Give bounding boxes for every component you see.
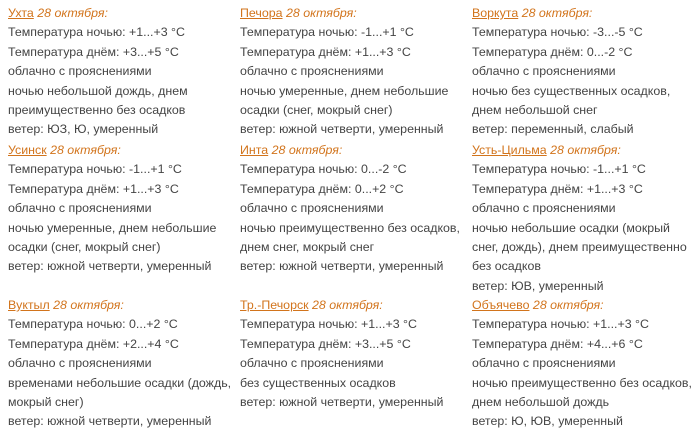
wind: ветер: южной четверти, умеренный (8, 259, 212, 274)
precipitation: ночью небольшой дождь, днем преимущественно без осадков (8, 83, 188, 118)
precipitation: временами небольшие осадки (дождь, мокрый снег) (8, 375, 232, 410)
wind: ветер: южной четверти, умеренный (240, 122, 444, 137)
day-temperature: Температура днём: 0...+2 °С (240, 181, 404, 196)
card-header (472, 4, 698, 23)
precipitation: ночью преимущественно без осадков, днем снег, мокрый снег (240, 220, 460, 255)
wind: ветер: переменный, слабый (472, 122, 634, 137)
cloud-condition: облачно с прояснениями (240, 64, 384, 79)
city-link-vorkuta[interactable]: Воркута (472, 6, 519, 20)
night-temperature: Температура ночью: +1...+3 °С (240, 317, 417, 332)
night-temperature: Температура ночью: -3...-5 °С (472, 25, 643, 40)
cloud-condition: облачно с прояснениями (8, 356, 152, 371)
card-header (240, 141, 466, 160)
precipitation: ночью умеренные, днем небольшие осадки (снег, мокрый снег) (240, 83, 449, 118)
wind: ветер: южной четверти, умеренный (240, 259, 444, 274)
cloud-condition: облачно с прояснениями (472, 64, 616, 79)
day-temperature: Температура днём: +1...+3 °С (240, 44, 411, 59)
day-temperature: Температура днём: +2...+4 °С (8, 336, 179, 351)
day-temperature: Температура днём: +4...+6 °С (472, 336, 643, 351)
night-temperature: Температура ночью: -1...+1 °С (472, 162, 646, 177)
card-header (240, 296, 466, 315)
city-link-tr-pechorsk[interactable]: Тр.-Печорск (240, 298, 309, 312)
day-temperature: Температура днём: +1...+3 °С (8, 181, 179, 196)
cloud-condition: облачно с прояснениями (8, 201, 152, 216)
card-header (8, 4, 234, 23)
card-header (472, 141, 698, 160)
card-header (472, 296, 698, 315)
forecast-card-inta (240, 141, 466, 277)
city-link-inta[interactable]: Инта (240, 143, 269, 157)
cloud-condition: облачно с прояснениями (8, 64, 152, 79)
forecast-date: 28 октября: (532, 298, 604, 312)
night-temperature: Температура ночью: -1...+1 °С (240, 25, 414, 40)
wind: ветер: южной четверти, умеренный (8, 414, 212, 429)
forecast-date: 28 октября: (53, 298, 124, 312)
precipitation: без существенных осадков (240, 375, 396, 390)
night-temperature: Температура ночью: +1...+3 °С (472, 317, 649, 332)
forecast-date: 28 октября: (312, 298, 383, 312)
wind: ветер: ЮВ, умеренный (472, 278, 604, 293)
precipitation: ночью преимущественно без осадков, днем небольшой дождь (472, 375, 692, 410)
forecast-date: 28 октября: (271, 143, 343, 157)
forecast-card-pechora (240, 4, 466, 140)
cloud-condition: облачно с прояснениями (240, 356, 384, 371)
night-temperature: Температура ночью: 0...+2 °С (8, 317, 178, 332)
cloud-condition: облачно с прояснениями (240, 201, 384, 216)
day-temperature: Температура днём: +3...+5 °С (8, 44, 179, 59)
forecast-card-ukhta (8, 4, 234, 140)
cloud-condition: облачно с прояснениями (472, 356, 616, 371)
city-link-ukhta[interactable]: Ухта (8, 6, 34, 20)
card-header (8, 296, 234, 315)
city-link-pechora[interactable]: Печора (240, 6, 283, 20)
forecast-card-ust-tsilma (472, 141, 698, 296)
city-link-usinsk[interactable]: Усинск (8, 143, 47, 157)
wind: ветер: южной четверти, умеренный (240, 395, 444, 410)
day-temperature: Температура днём: +1...+3 °С (472, 181, 643, 196)
forecast-card-obyachevo (472, 296, 698, 432)
precipitation: ночью небольшие осадки (мокрый снег, дождь), днем преимущественно без осадков (472, 220, 687, 274)
night-temperature: Температура ночью: -1...+1 °С (8, 162, 182, 177)
wind: ветер: Ю, ЮВ, умеренный (472, 414, 623, 429)
city-link-ust-tsilma[interactable]: Усть-Цильма (472, 143, 547, 157)
precipitation: ночью без существенных осадков, днем небольшой снег (472, 83, 671, 118)
day-temperature: Температура днём: +3...+5 °С (240, 336, 411, 351)
forecast-date: 28 октября: (521, 6, 593, 20)
city-link-vuktyl[interactable]: Вуктыл (8, 298, 50, 312)
forecast-date: 28 октября: (50, 143, 121, 157)
wind: ветер: ЮЗ, Ю, умеренный (8, 122, 159, 137)
precipitation: ночью умеренные, днем небольшие осадки (снег, мокрый снег) (8, 220, 217, 255)
forecast-card-vorkuta (472, 4, 698, 140)
city-link-obyachevo[interactable]: Объячево (472, 298, 530, 312)
card-header (8, 141, 234, 160)
card-header (240, 4, 466, 23)
forecast-date: 28 октября: (37, 6, 108, 20)
forecast-card-tr-pechorsk (240, 296, 466, 412)
forecast-card-usinsk (8, 141, 234, 277)
day-temperature: Температура днём: 0...-2 °С (472, 44, 633, 59)
cloud-condition: облачно с прояснениями (472, 201, 616, 216)
night-temperature: Температура ночью: 0...-2 °С (240, 162, 407, 177)
forecast-card-vuktyl (8, 296, 234, 432)
forecast-date: 28 октября: (550, 143, 621, 157)
forecast-date: 28 октября: (285, 6, 357, 20)
night-temperature: Температура ночью: +1...+3 °С (8, 25, 185, 40)
